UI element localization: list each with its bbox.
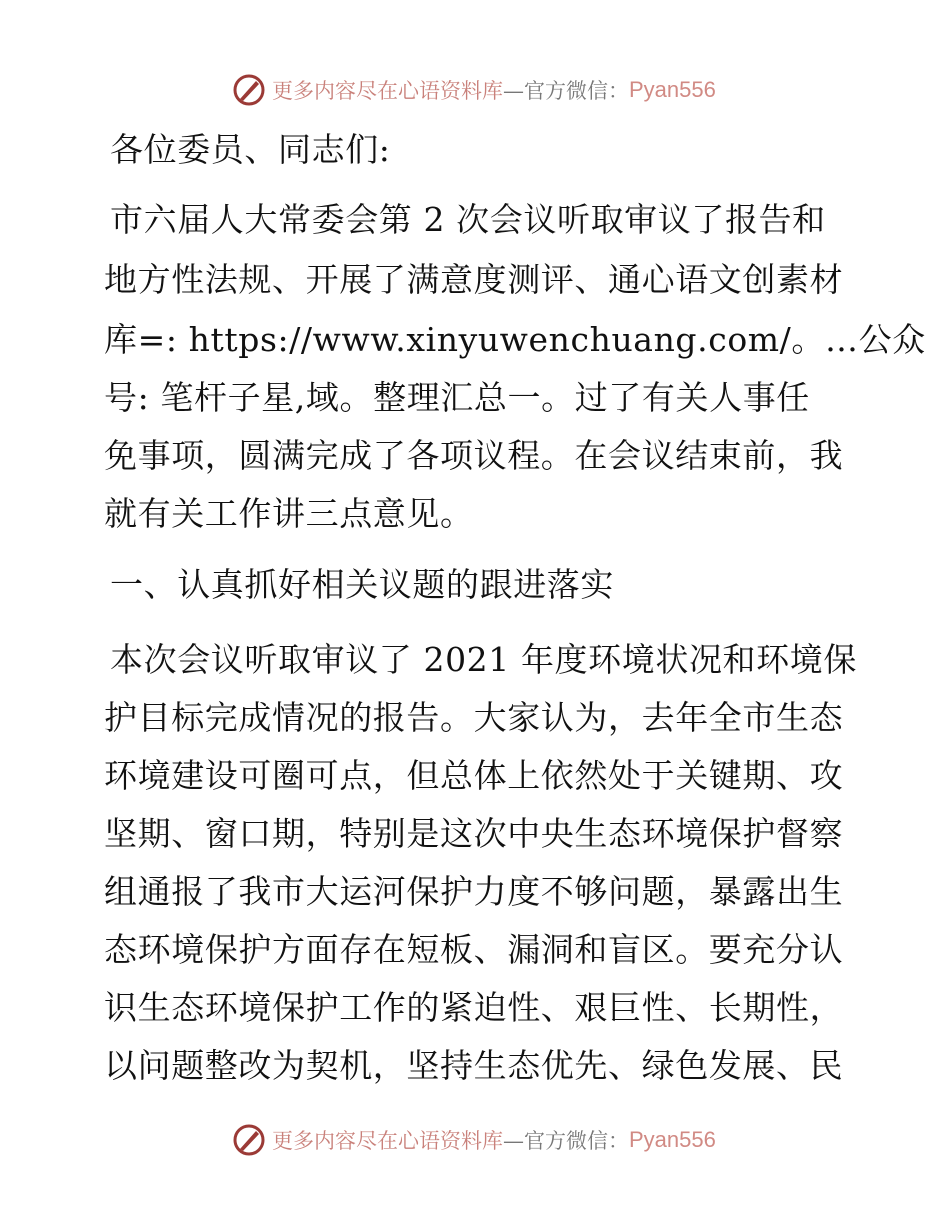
watermark-text: 更多内容尽在心语资料库 [272, 1129, 503, 1153]
text-line: 本次会议听取审议了 2021 年度环境状况和环境保 [110, 640, 857, 679]
text-line: 环境建设可圈可点，但总体上依然处于关键期、攻 [104, 756, 844, 795]
text-line: 就有关工作讲三点意见。 [104, 494, 474, 533]
text-line: 护目标完成情况的报告。大家认为，去年全市生态 [104, 698, 844, 737]
text-line: 态环境保护方面存在短板、漏洞和盲区。要充分认 [104, 930, 844, 969]
quill-logo-icon [232, 73, 266, 107]
text-line: 免事项，圆满完成了各项议程。在会议结束前，我 [104, 436, 844, 475]
wechat-id: Pyan556 [629, 77, 716, 102]
text-line: 组通报了我市大运河保护力度不够问题，暴露出生 [104, 872, 844, 911]
watermark-text: 更多内容尽在心语资料库 [272, 79, 503, 103]
watermark-separator: —官方微信： [503, 79, 629, 103]
text-line: 库=: https://www.xinyuwenchuang.com/。…公众 [104, 320, 926, 359]
text-line: 市六届人大常委会第 2 次会议听取审议了报告和 [110, 200, 826, 239]
watermark-separator: —官方微信： [503, 1129, 629, 1153]
header-watermark [232, 70, 716, 110]
greeting: 各位委员、同志们: [110, 130, 391, 169]
section-heading: 一、认真抓好相关议题的跟进落实 [110, 565, 614, 604]
text-line: 识生态环境保护工作的紧迫性、艰巨性、长期性， [104, 988, 844, 1027]
wechat-id: Pyan556 [629, 1127, 716, 1152]
text-line: 地方性法规、开展了满意度测评、通心语文创素材 [104, 260, 844, 299]
text-line: 坚期、窗口期，特别是这次中央生态环境保护督察 [104, 814, 844, 853]
text-line: 号: 笔杆子星,域。整理汇总一。过了有关人事任 [104, 378, 810, 417]
quill-logo-icon [232, 1123, 266, 1157]
text-line: 以问题整改为契机，坚持生态优先、绿色发展、民 [104, 1046, 844, 1085]
footer-watermark [232, 1120, 716, 1160]
